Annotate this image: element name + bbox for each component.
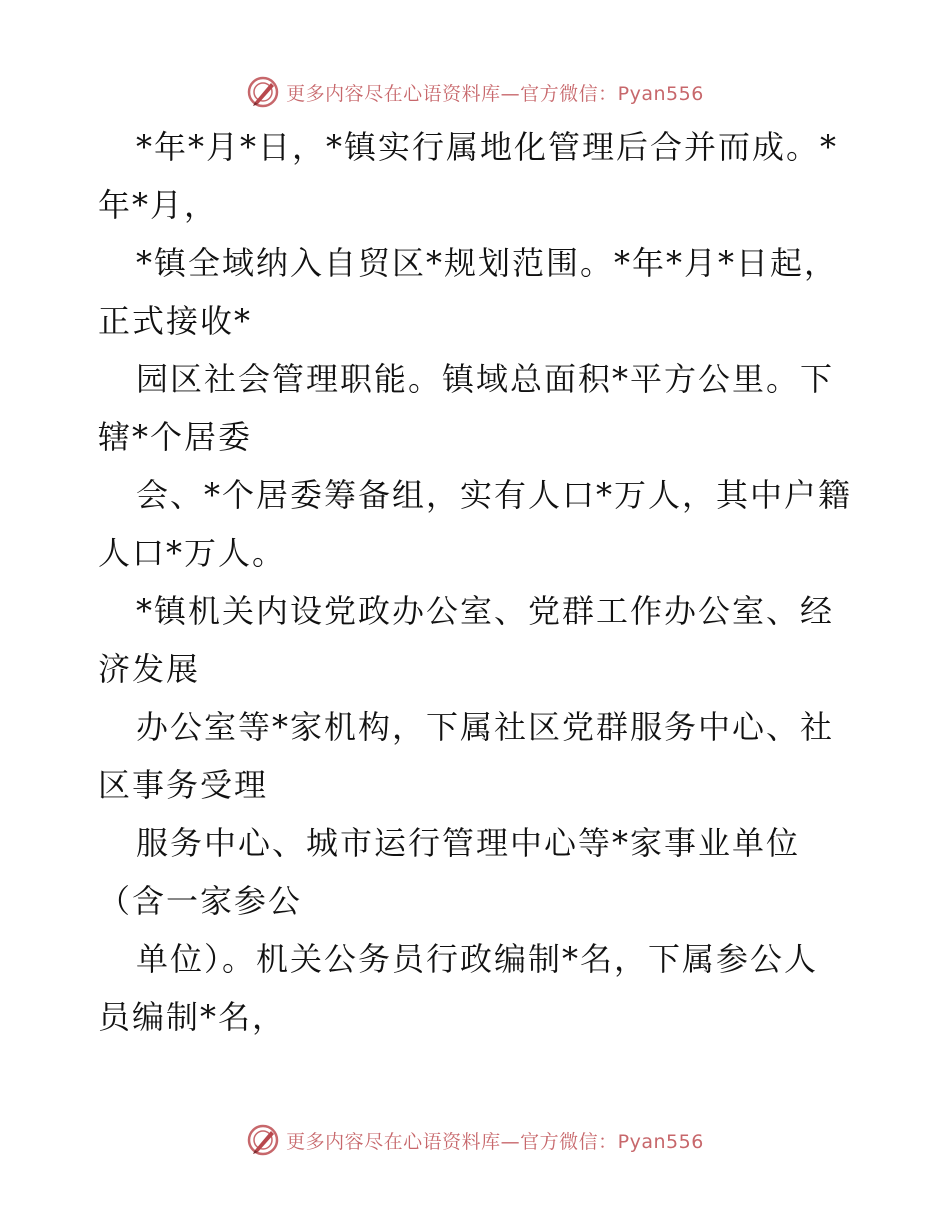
text-line: （含一家参公 xyxy=(98,882,303,920)
text-line: 服务中心、城市运行管理中心等*家事业单位 xyxy=(136,824,801,862)
text-line: 员编制*名， xyxy=(98,998,287,1036)
pen-logo-icon xyxy=(246,75,280,109)
footer-banner-text: 更多内容尽在心语资料库—官方微信：Pyan556 xyxy=(286,1130,704,1153)
header-banner-text: 更多内容尽在心语资料库—官方微信：Pyan556 xyxy=(286,82,704,105)
text-line: *镇机关内设党政办公室、党群工作办公室、经 xyxy=(136,592,835,630)
text-line: 正式接收* xyxy=(98,302,253,340)
text-line: 年*月， xyxy=(98,186,219,224)
text-line: 园区社会管理职能。镇域总面积*平方公里。下 xyxy=(136,360,835,398)
text-line: 单位）。机关公务员行政编制*名，下属参公人 xyxy=(136,940,819,978)
text-line: *镇全域纳入自贸区*规划范围。*年*月*日起， xyxy=(136,244,839,282)
header-banner xyxy=(0,72,950,112)
text-line: 会、*个居委筹备组，实有人口*万人，其中户籍 xyxy=(136,476,853,514)
text-line: 辖*个居委 xyxy=(98,418,253,456)
text-line: 区事务受理 xyxy=(98,766,269,804)
pen-logo-icon xyxy=(246,1123,280,1157)
text-line: 济发展 xyxy=(98,650,201,688)
text-line: 人口*万人。 xyxy=(98,534,287,572)
text-line: 办公室等*家机构，下属社区党群服务中心、社 xyxy=(136,708,835,746)
document-body xyxy=(98,118,858,1046)
text-line: *年*月*日，*镇实行属地化管理后合并而成。* xyxy=(136,128,839,166)
footer-banner xyxy=(0,1120,950,1160)
